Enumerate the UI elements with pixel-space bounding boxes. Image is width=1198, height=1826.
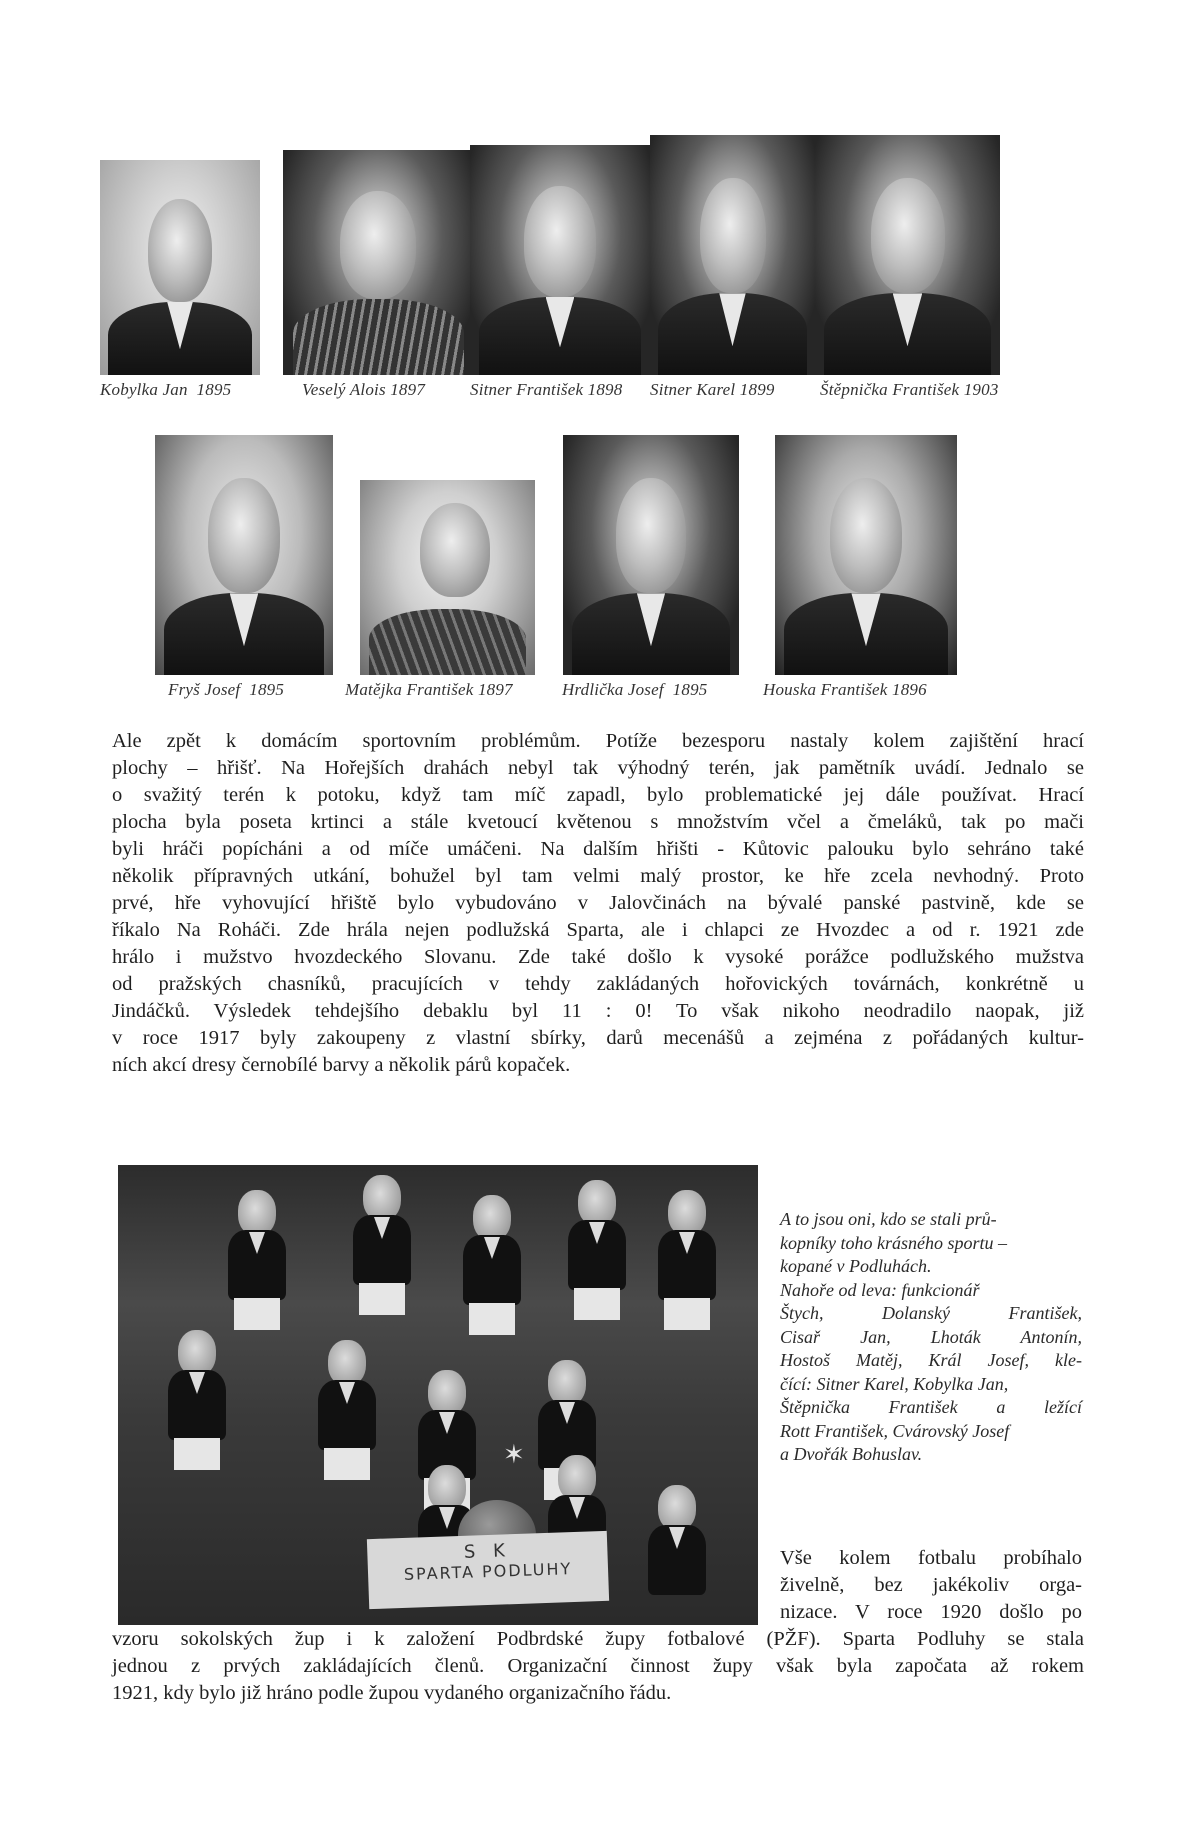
caption-line: kopníky toho krásného sportu –	[780, 1232, 1007, 1253]
portrait-caption: Kobylka Jan 1895	[100, 380, 232, 399]
paragraph-line: vzoru sokolských žup i k založení Podbrdské župy fotbalové (PŽF). Sparta Podluhy se stala	[112, 1628, 1084, 1650]
portrait-caption: Hrdlička Josef 1895	[562, 680, 708, 699]
portrait-caption: Sitner Karel 1899	[650, 380, 775, 399]
paragraph-line: nizace. V roce 1920 došlo po	[780, 1601, 1082, 1623]
caption-line: Nahoře od leva: funkcionář	[780, 1279, 980, 1300]
closing-paragraph	[112, 1626, 1084, 1707]
caption-line: kopané v Podluhách.	[780, 1256, 932, 1276]
team-photo-caption	[780, 1208, 1082, 1467]
caption-line: Štych, Dolanský František,	[780, 1303, 1082, 1323]
paragraph-line: Vše kolem fotbalu probíhalo	[780, 1547, 1082, 1569]
caption-line: Hostoš Matěj, Král Josef, kle-	[780, 1350, 1082, 1370]
portrait-caption: Veselý Alois 1897	[302, 380, 426, 399]
paragraph-line: ních akcí dresy černobílé barvy a několik párů kopaček.	[112, 1054, 571, 1076]
portrait-frys-josef	[155, 435, 333, 675]
portrait-caption: Sitner František 1898	[470, 380, 623, 399]
paragraph-line: plocha byla poseta krtinci a stále kvetoucí květenou s množstvím včel a čmeláků, tak po mači	[112, 811, 1084, 833]
caption-line: A to jsou oni, kdo se stali prů-	[780, 1209, 997, 1229]
portrait-matejka-frantisek	[360, 480, 535, 675]
portrait-caption: Houska František 1896	[763, 680, 927, 699]
paragraph-line: byli hráči popícháni a od míče umáčeni. Na dalším hřišti - Kůtovic palouku bylo sehráno také	[112, 838, 1084, 860]
caption-line: Cisař Jan, Lhoták Antonín,	[780, 1326, 1082, 1347]
star-emblem-icon: ✶	[503, 1440, 525, 1470]
paragraph-line: hrálo i mužstvo hvozdeckého Slovanu. Zde také došlo k vysoké porážce podlužského mužstva	[112, 946, 1084, 968]
paragraph-line: od pražských chasníků, pracujících v tehdy zakládaných hořovických továrnách, konkrétně u	[112, 973, 1084, 995]
paragraph-line: živelně, bez jakékoliv orga-	[780, 1574, 1082, 1596]
portrait-kobylka-jan	[100, 160, 260, 375]
paragraph-line: jednou z prvých zakládajících členů. Organizační činnost župy však byla započata až rokem	[112, 1655, 1084, 1677]
portrait-caption: Fryš Josef 1895	[168, 680, 285, 699]
paragraph-line: Ale zpět k domácím sportovním problémům. Potíže bezesporu nastaly kolem zajištění hrací	[112, 730, 1084, 752]
paragraph-line: říkalo Na Roháči. Zde hrála nejen podlužská Sparta, ale i chlapci ze Hvozdec a od r. 1921 zde	[112, 919, 1084, 941]
paragraph-line: několik přípravných utkání, bohužel byl tam velmi malý prostor, ke hře zcela nevhodný. Proto	[112, 865, 1084, 887]
main-paragraph	[112, 728, 1084, 1079]
portrait-sitner-karel	[650, 135, 815, 375]
closing-paragraph-side	[780, 1545, 1082, 1626]
caption-line: a Dvořák Bohuslav.	[780, 1444, 923, 1464]
portrait-vesely-alois	[283, 150, 473, 375]
caption-line: Rott František, Cvárovský Josef	[780, 1420, 1010, 1441]
paragraph-line: v roce 1917 byly zakoupeny z vlastní sbírky, darů mecenášů a zejména z pořádaných kultur-	[112, 1027, 1084, 1049]
paragraph-line: 1921, kdy bylo již hráno podle župou vydaného organizačního řádu.	[112, 1682, 672, 1704]
portrait-houska-frantisek	[775, 435, 957, 675]
caption-line: Štěpnička František a ležící	[780, 1397, 1082, 1417]
paragraph-line: plochy – hřišť. Na Hořejších drahách nebyl tak výhodný terén, jak pamětník uvádí. Jednalo se	[112, 757, 1084, 779]
paragraph-line: Jindáčků. Výsledek tehdejšího debaklu byl 11 : 0! To však nikoho neodradilo naopak, již	[112, 1000, 1084, 1022]
portrait-caption: Matějka František 1897	[345, 680, 513, 699]
caption-line: čící: Sitner Karel, Kobylka Jan,	[780, 1373, 1009, 1394]
portrait-stepnicka-frantisek	[815, 135, 1000, 375]
portrait-hrdlicka-josef	[563, 435, 739, 675]
portrait-sitner-frantisek	[470, 145, 650, 375]
paragraph-line: prvé, hře vyhovující hřiště bylo vybudováno v Jalovčinách na bývalé panské pastvině, kde se	[112, 892, 1084, 914]
portrait-caption: Štěpnička František 1903	[820, 380, 999, 399]
paragraph-line: o svažitý terén k potoku, když tam míč zapadl, bylo problematické jej dále používat. Hrací	[112, 784, 1084, 806]
team-photo	[118, 1165, 758, 1625]
team-sign: S K SPARTA PODLUHY	[367, 1531, 609, 1609]
